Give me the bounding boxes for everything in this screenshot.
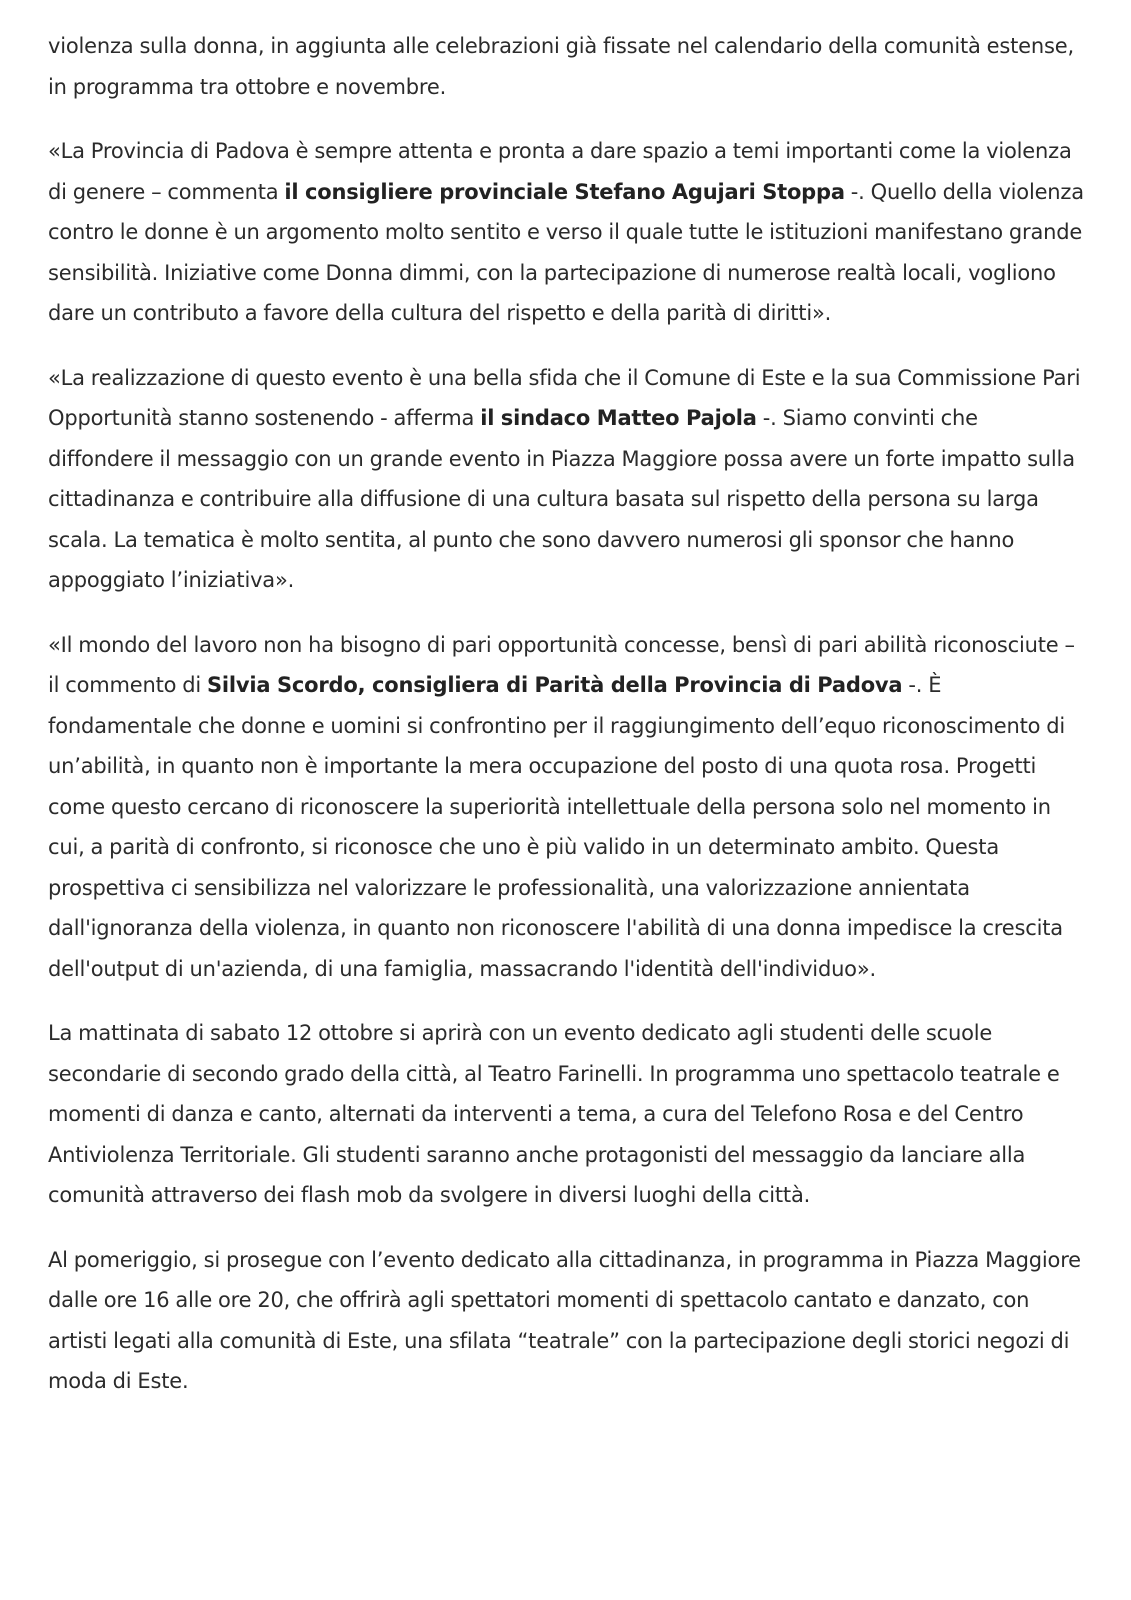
paragraph-quote-pajola	[48, 358, 1088, 601]
paragraph-afternoon-event	[48, 1240, 1088, 1402]
text: violenza sulla donna, in aggiunta alle celebrazioni già fissate nel calendario della comunità estense, in programma tra ottobre e novembre.	[48, 34, 1074, 99]
text: «La realizzazione di questo evento è una bella sfida che il Comune di Este e la sua Commissione Pari Opportunità stanno sostenendo - afferma	[48, 365, 1081, 430]
paragraph-quote-agujari	[48, 131, 1088, 334]
text: La mattinata di sabato 12 ottobre si aprirà con un evento dedicato agli studenti delle scuole secondarie di secondo grado della città, al Teatro Farinelli. In programma uno spettacolo teatrale e momenti di danza e canto, alternati da interventi a tema, a cura del Telefono Rosa e del Centro Antiviolenza Territoriale. Gli studenti saranno anche protagonisti del messaggio da lanciare alla comunità attraverso dei flash mob da svolgere in diversi luoghi della città.	[48, 1021, 1060, 1207]
paragraph-quote-scordo	[48, 625, 1088, 990]
text: -. Quello della violenza contro le donne è un argomento molto sentito e verso il quale tutte le istituzioni manifestano grande sensibilità. Iniziative come Donna dimmi, con la partecipazione di numerose realtà locali, vogliono dare un contributo a favore della cultura del rispetto e della parità di diritti».	[48, 179, 1084, 325]
text: «La Provincia di Padova è sempre attenta e pronta a dare spazio a temi importanti come la violenza di genere – commenta	[48, 139, 1072, 204]
paragraph-morning-event	[48, 1013, 1088, 1216]
text: -. Siamo convinti che diffondere il messaggio con un grande evento in Piazza Maggiore possa avere un forte impatto sulla cittadinanza e contribuire alla diffusione di una cultura basata sul rispetto della persona su larga scala. La tematica è molto sentita, al punto che sono davvero numerosi gli sponsor che hanno appoggiato l’iniziativa».	[48, 406, 1075, 592]
speaker-name: il sindaco Matteo Pajola	[480, 406, 757, 430]
speaker-name: Silvia Scordo, consigliera di Parità della Provincia di Padova	[206, 673, 903, 697]
text: «Il mondo del lavoro non ha bisogno di pari opportunità concesse, bensì di pari abilità riconosciute – il commento di	[48, 632, 1075, 697]
article-body	[48, 26, 1088, 1426]
speaker-name: il consigliere provinciale Stefano Agujari Stoppa	[284, 179, 845, 204]
text: Al pomeriggio, si prosegue con l’evento dedicato alla cittadinanza, in programma in Piazza Maggiore dalle ore 16 alle ore 20, che offrirà agli spettatori momenti di spettacolo cantato e danzato, con artisti legati alla comunità di Este, una sfilata “teatrale” con la partecipazione degli storici negozi di moda di Este.	[48, 1247, 1081, 1393]
paragraph-intro	[48, 26, 1088, 107]
text: -. È fondamentale che donne e uomini si confrontino per il raggiungimento dell’equo riconoscimento di un’abilità, in quanto non è importante la mera occupazione del posto di una quota rosa. Progetti come questo cercano di riconoscere la superiorità intellettuale della persona solo nel momento in cui, a parità di confronto, si riconosce che uno è più valido in un determinato ambito. Questa prospettiva ci sensibilizza nel valorizzare le professionalità, una valorizzazione annientata dall'ignoranza della violenza, in quanto non riconoscere l'abilità di una donna impedisce la crescita dell'output di un'azienda, di una famiglia, massacrando l'identità dell'individuo».	[48, 673, 1066, 981]
